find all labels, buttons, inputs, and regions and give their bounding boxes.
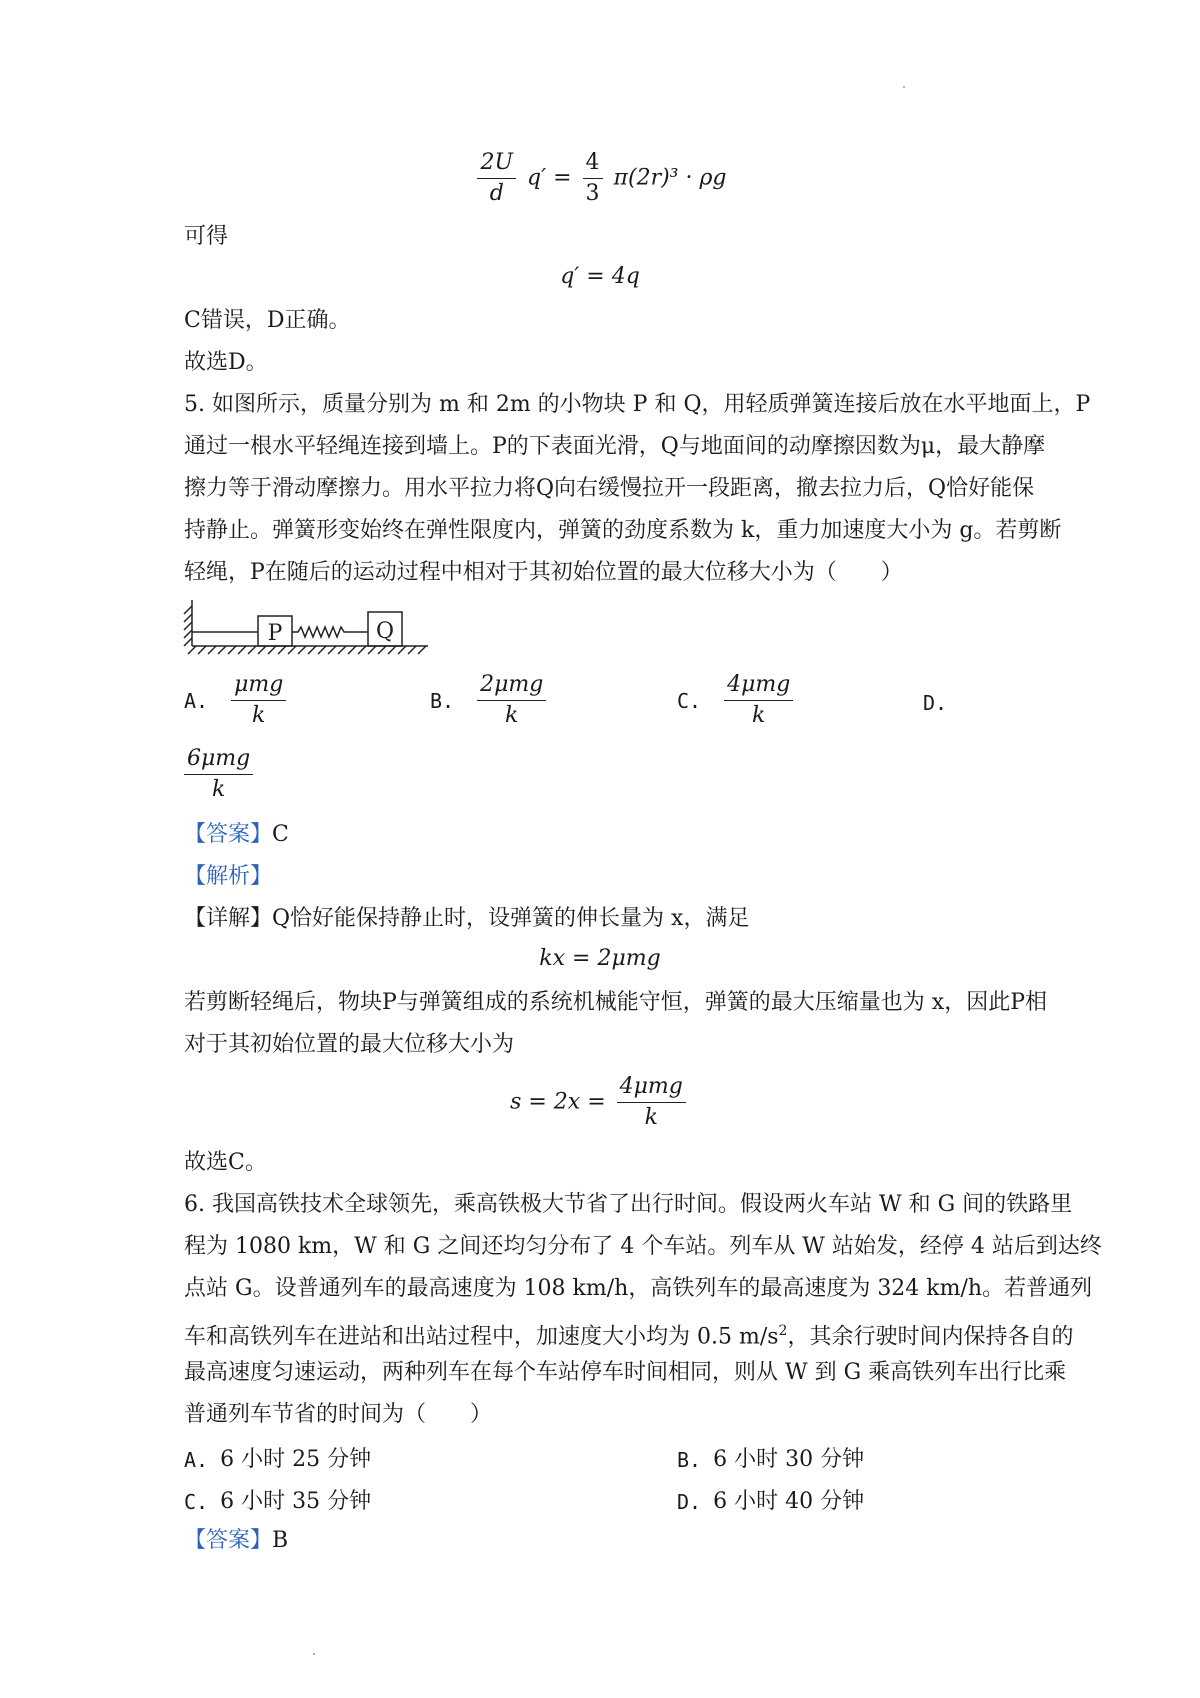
ground-hatch xyxy=(188,646,426,654)
q6-option-c[interactable]: C. 6 小时 35 分钟 xyxy=(184,1489,372,1514)
q5-option-a[interactable]: A. $\frac{\text{μmg}}{k}$ xyxy=(184,672,290,729)
q5-line-2: 通过一根水平轻绳连接到墙上。P的下表面光滑，Q与地面间的动摩擦因数为μ，最大静摩 xyxy=(184,434,1046,459)
q6-line-1: 6. 我国高铁技术全球领先，乘高铁极大节省了出行时间。假设两火车站 W 和 G 间的铁路里 xyxy=(184,1192,1073,1217)
q5-option-d-value: $\frac{\text{6μmg}}{k}$ xyxy=(184,746,253,803)
q5-detail: 【详解】Q恰好能保持静止时，设弹簧的伸长量为 x，满足 xyxy=(184,906,750,931)
q5-line-4: 持静止。弹簧形变始终在弹性限度内，弹簧的劲度系数为 k，重力加速度大小为 g。若剪断 xyxy=(184,518,1062,543)
text-c-wrong: C错误，D正确。 xyxy=(184,308,351,333)
block-q-label: Q xyxy=(375,619,395,644)
q6-option-a[interactable]: A. 6 小时 25 分钟 xyxy=(184,1447,372,1472)
q6-line-4: 车和高铁列车在进站和出站过程中，加速度大小均为 0.5 $m/s^2$，其余行驶时间内保持各自的 xyxy=(184,1323,1074,1350)
q5-analysis-label: 【解析】 xyxy=(184,864,273,889)
q5-option-c[interactable]: C. $\frac{\text{4μmg}}{k}$ xyxy=(677,672,797,729)
fraction-4-3: $\frac{4}{3}$ xyxy=(583,150,603,207)
formula-kx: kx = 2μmg xyxy=(539,946,661,971)
spring-block-figure xyxy=(180,598,435,656)
wall-hatch xyxy=(184,606,192,646)
text-kede: 可得 xyxy=(184,224,229,249)
scan-dot xyxy=(903,86,905,88)
q6-line-6: 普通列车节省的时间为（ ） xyxy=(184,1402,493,1427)
text-choose-d: 故选D。 xyxy=(184,350,268,375)
q6-line-2: 程为 1080 km，W 和 G 之间还均匀分布了 4 个车站。列车从 W 站始发，经停 4 站后到达终 xyxy=(184,1234,1102,1259)
q5-option-b[interactable]: B. $\frac{\text{2μmg}}{k}$ xyxy=(430,672,550,729)
block-p-label: P xyxy=(267,621,283,646)
q5-option-d[interactable]: D. xyxy=(923,691,948,715)
fraction-2u-d: $\frac{2U}{d}$ xyxy=(477,150,516,207)
q5-line-1: 5. 如图所示，质量分别为 m 和 2m 的小物块 P 和 Q，用轻质弹簧连接后放在水平地面上，P xyxy=(184,392,1091,417)
q6-line-3: 点站 G。设普通列车的最高速度为 108 km/h，高铁列车的最高速度为 324 km/h。若普通列 xyxy=(184,1276,1093,1301)
spring-icon xyxy=(292,627,368,637)
q5-line-3: 擦力等于滑动摩擦力。用水平拉力将Q向右缓慢拉开一段距离，撤去拉力后，Q恰好能保 xyxy=(184,476,1035,501)
formula-s: s = 2x = $\frac{\text{4μmg}}{k}$ xyxy=(0,1074,1200,1131)
q5-para-line-1: 若剪断轻绳后，物块P与弹簧组成的系统机械能守恒，弹簧的最大压缩量也为 x，因此P相 xyxy=(184,990,1048,1015)
q6-answer: 【答案】B xyxy=(184,1528,289,1553)
q5-para-line-2: 对于其初始位置的最大位移大小为 xyxy=(184,1032,515,1057)
scan-dot xyxy=(313,1653,315,1655)
q6-option-d[interactable]: D. 6 小时 40 分钟 xyxy=(677,1489,865,1514)
q5-answer: 【答案】C xyxy=(184,822,289,847)
q5-line-5: 轻绳，P在随后的运动过程中相对于其初始位置的最大位移大小为（ ） xyxy=(184,560,903,585)
q6-option-b[interactable]: B. 6 小时 30 分钟 xyxy=(677,1447,865,1472)
q6-line-5: 最高速度匀速运动，两种列车在每个车站停车时间相同，则从 W 到 G 乘高铁列车出行比乘 xyxy=(184,1360,1067,1385)
formula-top: $\frac{2U}{d}$ q′ = $\frac{4}{3}$ π(2r)³ · ρg xyxy=(0,150,1200,207)
formula-q: q′ = 4q xyxy=(560,264,640,289)
q5-conclusion: 故选C。 xyxy=(184,1150,267,1175)
